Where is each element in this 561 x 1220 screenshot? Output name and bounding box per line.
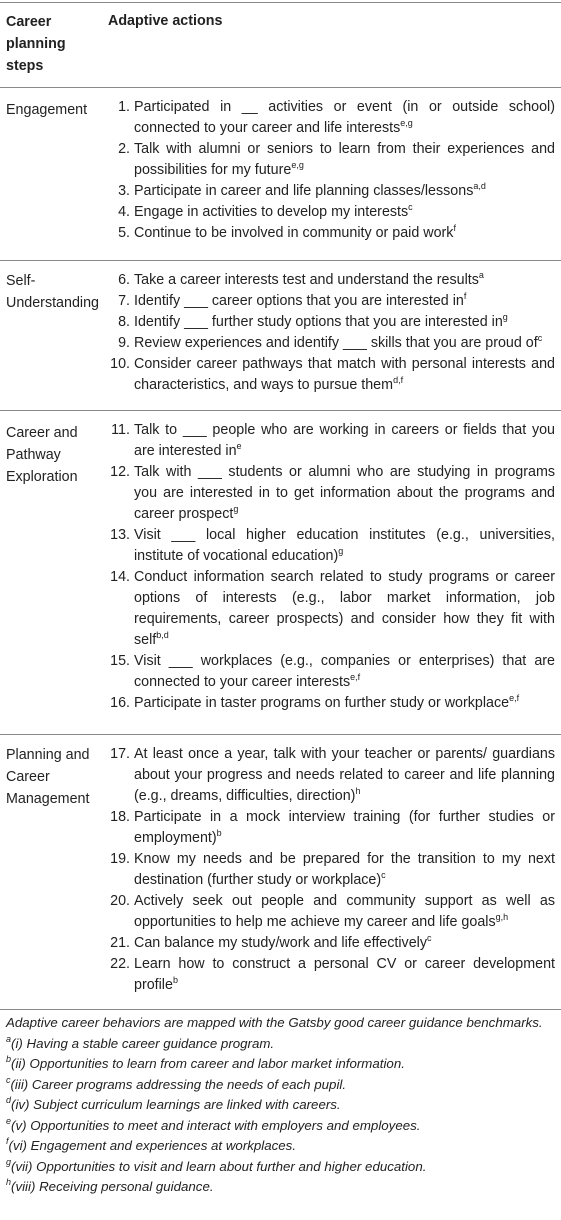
footnote: $^c$(iii) Career programs addressing the needs of each pupil. — [6, 1074, 347, 1092]
action-item: 19. Know my needs and be prepared for the transition to my next destination (further study or workplace)$^c$ — [110, 851, 555, 888]
action-item: 18. Participate in a mock interview training (for further studies or employment)$^b$ — [110, 809, 555, 846]
action-item: 2. Talk with alumni or seniors to learn from their experiences and possibilities for my future$^{e,g}$ — [118, 141, 555, 178]
section-rule — [0, 260, 561, 261]
exploration-actions-list — [108, 420, 555, 714]
action-item: 21. Can balance my study/work and life effectively$^c$ — [110, 933, 432, 951]
planning-actions-list — [108, 744, 555, 996]
action-item: 3. Participate in career and life planning classes/lessons$^{a,d}$ — [118, 181, 486, 199]
step-planning-career-management: Planning and Career Management — [6, 747, 90, 807]
footnote: $^b$(ii) Opportunities to learn from career and labor market information. — [6, 1054, 405, 1071]
footnote: $^h$(viii) Receiving personal guidance. — [6, 1177, 214, 1194]
header-career-planning-steps: Career planning steps — [6, 14, 66, 74]
action-item: 22. Learn how to construct a personal CV or career development profile$^b$ — [110, 956, 555, 993]
action-item: 16. Participate in taster programs on further study or workplace$^{e,f}$ — [110, 693, 520, 711]
table-footnotes — [6, 1013, 555, 1198]
header-rule — [0, 87, 561, 88]
section-rule — [0, 410, 561, 411]
engagement-actions-list — [108, 97, 555, 244]
footnote: $^d$(iv) Subject curriculum learnings are linked with careers. — [6, 1095, 341, 1112]
action-item: 11. Talk to ___ people who are working in careers or fields that you are interested $in^e$ — [111, 422, 555, 459]
action-item: 12. Talk with ___ students or alumni who are studying in programs you are interested in to get information about the programs and career prospect$^g$ — [110, 464, 555, 522]
action-item: 8. Identify ___ further study options that you are interested $in^g$ — [118, 312, 508, 330]
action-item: 13. Visit ___ local higher education institutes (e.g., universities, institute of vocational education)$^g$ — [110, 527, 555, 564]
footnote: $^g$(vii) Opportunities to visit and learn about further and higher education. — [6, 1156, 427, 1174]
footnote: $^f$(vi) Engagement and experiences at workplaces. — [6, 1136, 297, 1153]
footer-rule — [0, 1009, 561, 1010]
top-rule — [0, 2, 561, 3]
self-understanding-actions-list — [108, 270, 555, 396]
section-rule — [0, 734, 561, 735]
action-item: 14. Conduct information search related to study programs or career options of interests (e.g., labor market information, job requirements, career prospects) and consider how they fit with self$^{b,d}$ — [110, 569, 555, 648]
action-item: 10. Consider career pathways that match with personal interests and characteristics, and ways to pursue them$^{d,f}$ — [110, 356, 555, 393]
action-item: 17. At least once a year, talk with your teacher or parents/ guardians about your progress and needs related to career and life planning (e.g., dreams, difficulties, direction)$^h$ — [110, 746, 555, 804]
footnote-intro: Adaptive career behaviors are mapped with the Gatsby good career guidance benchmarks. — [6, 1015, 543, 1030]
step-engagement: Engagement — [6, 102, 88, 118]
header-adaptive-actions: Adaptive actions — [108, 13, 223, 29]
footnote: $^e$(v) Opportunities to meet and interact with employers and employees. — [6, 1115, 421, 1133]
step-self-understanding: Self-Understanding — [6, 273, 99, 311]
action-item: 20. Actively seek out people and community support as well as opportunities to help me achieve my career and life goals$^{g,h}$ — [110, 893, 555, 930]
action-item: 9. Review experiences and identify ___ skills that you are proud $of^c$ — [118, 333, 543, 351]
action-item: 4. Engage in activities to develop my interests$^c$ — [118, 202, 413, 220]
step-career-pathway-exploration: Career and Pathway Exploration — [6, 425, 78, 485]
footnote: $^a$(i) Having a stable career guidance program. — [6, 1033, 275, 1051]
action-item: 15. Visit ___ workplaces (e.g., companies or enterprises) that are connected to your career interests$^{e,f}$ — [110, 653, 555, 690]
action-item: 5. Continue to be involved in community or paid work$^f$ — [118, 223, 456, 241]
action-item: 1. Participated in __ activities or event (in or outside school) connected to your career and life interests$^{e,g}$ — [118, 99, 555, 136]
action-item: 7. Identify ___ career options that you are interested $in^f$ — [118, 291, 467, 309]
action-item: 6. Take a career interests test and understand the results$^a$ — [118, 270, 484, 288]
